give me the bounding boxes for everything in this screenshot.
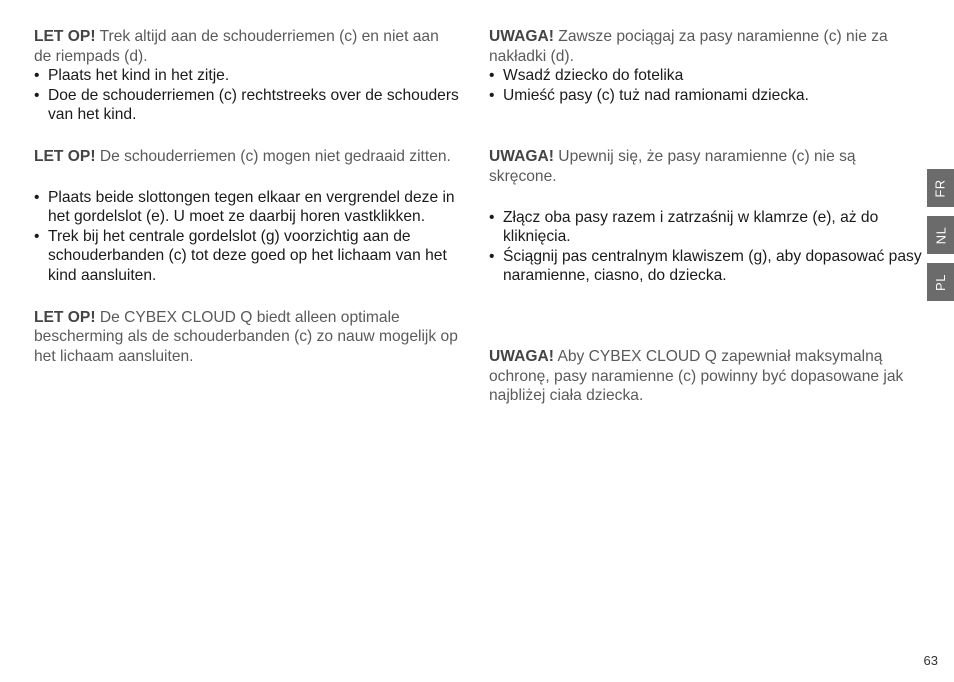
pl-bullet-item: • Złącz oba pasy razem i zatrzaśnij w klamrze (e), aż do kliknięcia. bbox=[489, 208, 922, 247]
nl-bullet-item: • Doe de schouderriemen (c) rechtstreeks over de schouders van het kind. bbox=[34, 86, 459, 125]
pl-warning-3-text: Aby CYBEX CLOUD Q zapewniał maksymalną ochronę, pasy naramienne (c) powinny być dopasowane jak najbliżej ciała dziecka. bbox=[489, 347, 904, 405]
pl-block-1 bbox=[489, 27, 922, 105]
pl-warning-3-label: UWAGA! bbox=[489, 347, 554, 365]
nl-warning-1 bbox=[34, 27, 459, 66]
page-number: 63 bbox=[923, 653, 938, 668]
nl-warning-1-text: Trek altijd aan de schouderriemen (c) en niet aan de riempads (d). bbox=[34, 28, 439, 65]
nl-warning-3-label: LET OP! bbox=[34, 308, 96, 326]
pl-warning-2-text: Upewnij się, że pasy naramienne (c) nie są skręcone. bbox=[489, 148, 856, 185]
pl-warning-2-label: UWAGA! bbox=[489, 148, 554, 166]
pl-bullet-item: • Wsadź dziecko do fotelika bbox=[489, 66, 922, 86]
pl-bullet-item: • Ściągnij pas centralnym klawiszem (g), aby dopasować pasy naramienne, ciasno, do dziecka. bbox=[489, 247, 922, 286]
language-tab-nl[interactable] bbox=[927, 216, 954, 254]
nl-warning-2-text: De schouderriemen (c) mogen niet gedraaid zitten. bbox=[95, 147, 451, 165]
pl-warning-1 bbox=[489, 27, 922, 66]
pl-bullet-list-1 bbox=[489, 66, 922, 105]
language-tab-pl[interactable] bbox=[927, 263, 954, 301]
nl-bullet-list-2 bbox=[34, 188, 459, 286]
dutch-column bbox=[34, 27, 459, 366]
language-tab-pl-label: PL bbox=[933, 273, 948, 291]
nl-warning-1-label: LET OP! bbox=[34, 28, 96, 45]
nl-bullet-list-1 bbox=[34, 66, 459, 125]
pl-bullet-item: • Umieść pasy (c) tuż nad ramionami dziecka. bbox=[489, 86, 922, 106]
language-tab-fr[interactable] bbox=[927, 169, 954, 207]
pl-warning-2 bbox=[489, 147, 922, 186]
pl-warning-1-text: Zawsze pociągaj za pasy naramienne (c) nie za nakładki (d). bbox=[489, 28, 888, 65]
nl-block-1 bbox=[34, 27, 459, 125]
language-tab-nl-label: NL bbox=[933, 226, 948, 244]
nl-warning-2-label: LET OP! bbox=[34, 147, 96, 165]
nl-bullet-item: • Plaats het kind in het zitje. bbox=[34, 66, 459, 86]
pl-warning-1-label: UWAGA! bbox=[489, 28, 554, 45]
nl-bullet-item: • Plaats beide slottongen tegen elkaar en vergrendel deze in het gordelslot (e). U moet ze daarbij horen vastklikken. bbox=[34, 188, 459, 227]
pl-bullet-list-2 bbox=[489, 208, 922, 286]
pl-warning-3 bbox=[489, 347, 922, 406]
nl-warning-3-text: De CYBEX CLOUD Q biedt alleen optimale bescherming als de schouderbanden (c) zo nauw mogelijk op het lichaam aansluiten. bbox=[34, 308, 458, 365]
language-tab-fr-label: FR bbox=[933, 178, 948, 198]
nl-warning-3 bbox=[34, 308, 459, 367]
nl-warning-2 bbox=[34, 147, 459, 167]
polish-column bbox=[489, 27, 922, 406]
nl-bullet-item: • Trek bij het centrale gordelslot (g) voorzichtig aan de schouderbanden (c) tot deze goed op het lichaam van het kind aansluiten. bbox=[34, 227, 459, 286]
